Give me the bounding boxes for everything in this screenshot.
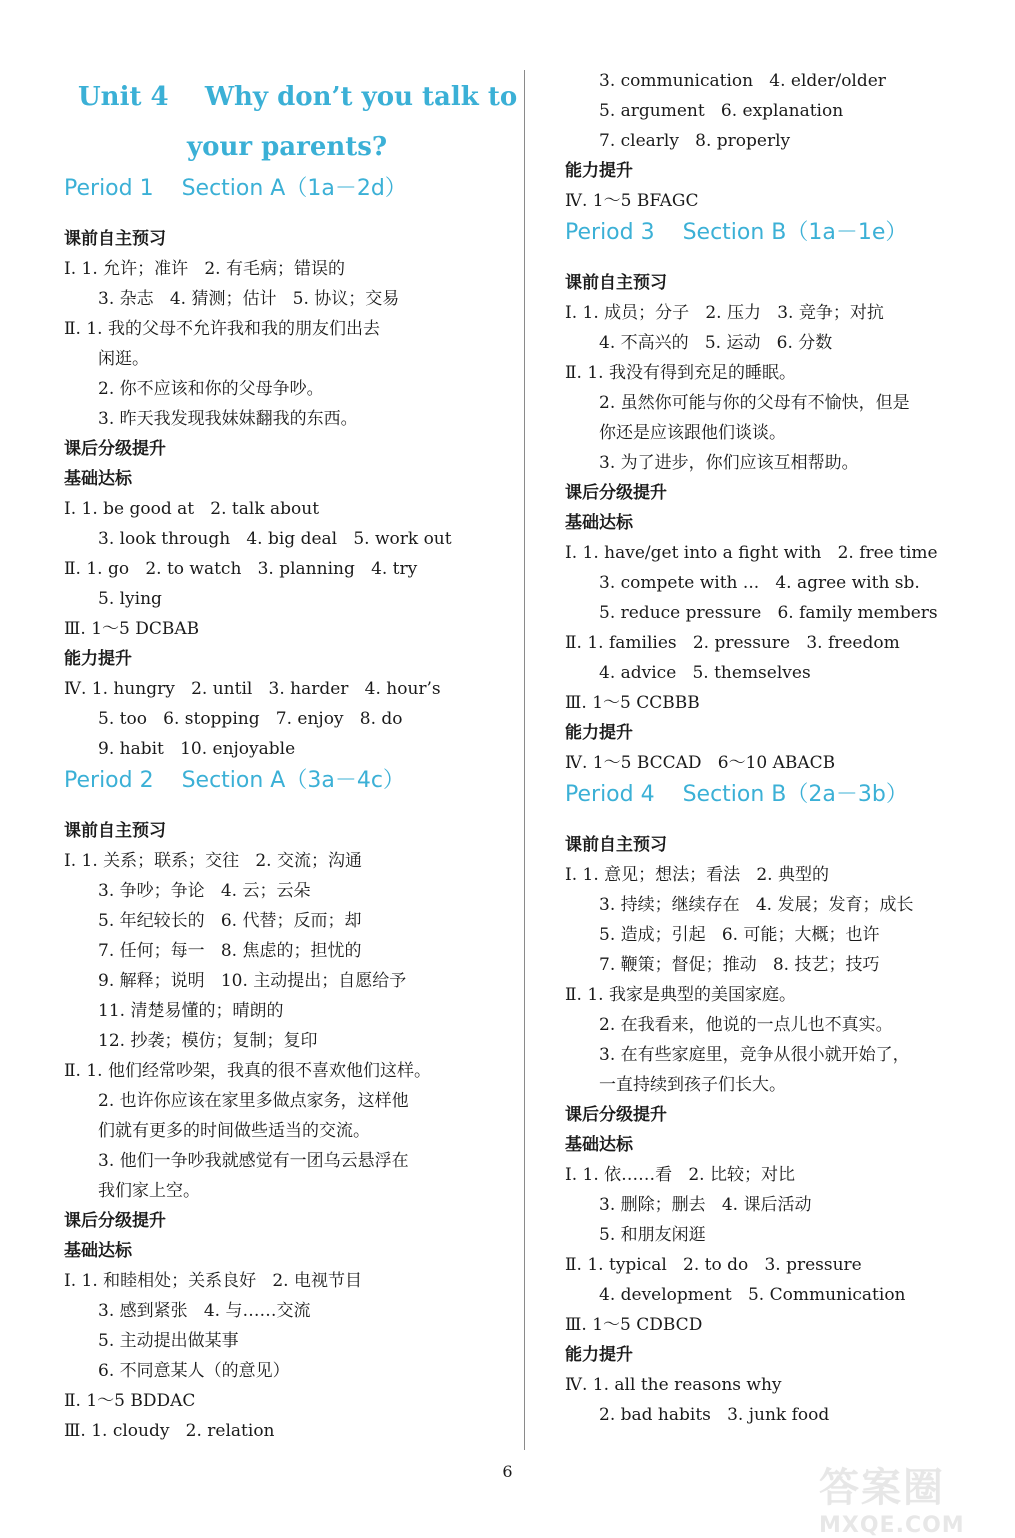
section-heading: 课前自主预习 (565, 273, 667, 293)
answer-line: Ⅲ. 1～5 CCBBB (565, 693, 700, 713)
answer-line: 2. 在我看来，他说的一点儿也不真实。 (599, 1015, 893, 1035)
answer-line: 你还是应该跟他们谈谈。 (599, 423, 786, 443)
answer-line: Ⅳ. 1. all the reasons why (565, 1375, 782, 1395)
section-heading: 课后分级提升 (565, 483, 667, 503)
answer-line: Ⅰ. 1. 允许；准许 2. 有毛病；错误的 (64, 259, 345, 279)
answer-line: 7. 鞭策；督促；推动 8. 技艺；技巧 (599, 955, 880, 975)
section-heading: 课后分级提升 (64, 1211, 166, 1231)
answer-line: Ⅲ. 1. cloudy 2. relation (64, 1421, 275, 1441)
answer-line: 5. 年纪较长的 6. 代替；反而；却 (98, 911, 362, 931)
section-heading: 基础达标 (64, 469, 132, 489)
period-heading (64, 764, 504, 816)
answer-line: 5. lying (98, 589, 162, 609)
answer-line: 3. 在有些家庭里，竞争从很小就开始了， (599, 1045, 910, 1065)
answer-line: 3. 昨天我发现我妹妹翻我的东西。 (98, 409, 358, 429)
answer-line: 5. 和朋友闲逛 (599, 1225, 706, 1245)
section-heading: 课前自主预习 (64, 229, 166, 249)
answer-line: Ⅱ. 1. typical 2. to do 3. pressure (565, 1255, 862, 1275)
answer-line: 5. too 6. stopping 7. enjoy 8. do (98, 709, 403, 729)
left-column-lines (64, 172, 504, 1446)
answer-line: 3. look through 4. big deal 5. work out (98, 529, 452, 549)
section-heading: 课后分级提升 (64, 439, 166, 459)
answer-line: Ⅳ. 1～5 BFAGC (565, 191, 699, 211)
section-heading: 基础达标 (565, 1135, 633, 1155)
answer-line: 3. 持续；继续存在 4. 发展；发育；成长 (599, 895, 914, 915)
answer-line: 5. 造成；引起 6. 可能；大概；也许 (599, 925, 880, 945)
answer-line: 2. 虽然你可能与你的父母有不愉快，但是 (599, 393, 910, 413)
answer-line: 3. 感到紧张 4. 与……交流 (98, 1301, 311, 1321)
answer-line: 9. habit 10. enjoyable (98, 739, 296, 759)
section-heading: 能力提升 (565, 1345, 633, 1365)
answer-line: 3. 争吵；争论 4. 云；云朵 (98, 881, 311, 901)
answer-line: Ⅱ. 1. go 2. to watch 3. planning 4. try (64, 559, 418, 579)
period-title: Period 1 Section A（1a－2d） (64, 176, 407, 201)
answer-line: 3. compete with ... 4. agree with sb. (599, 573, 920, 593)
answer-line: Ⅱ. 1～5 BDDAC (64, 1391, 196, 1411)
answer-line: 3. 杂志 4. 猜测；估计 5. 协议；交易 (98, 289, 400, 309)
answer-line: Ⅱ. 1. 我没有得到充足的睡眠。 (565, 363, 796, 383)
unit-title (64, 72, 518, 172)
answer-line: 11. 清楚易懂的；晴朗的 (98, 1001, 284, 1021)
answer-line: Ⅰ. 1. 和睦相处；关系良好 2. 电视节目 (64, 1271, 362, 1291)
section-heading: 课前自主预习 (64, 821, 166, 841)
answer-line: Ⅰ. 1. be good at 2. talk about (64, 499, 320, 519)
answer-line: 我们家上空。 (98, 1181, 200, 1201)
section-heading: 基础达标 (565, 513, 633, 533)
answer-line: 5. reduce pressure 6. family members (599, 603, 938, 623)
answer-line: Ⅱ. 1. 我的父母不允许我和我的朋友们出去 (64, 319, 380, 339)
answer-line: 3. 为了进步，你们应该互相帮助。 (599, 453, 859, 473)
period-heading (64, 172, 504, 224)
answer-line: 们就有更多的时间做些适当的交流。 (98, 1121, 370, 1141)
answer-line: Ⅰ. 1. 依……看 2. 比较；对比 (565, 1165, 795, 1185)
answer-line: 4. development 5. Communication (599, 1285, 906, 1305)
page-number: 6 (502, 1462, 513, 1481)
section-heading: 基础达标 (64, 1241, 132, 1261)
answer-line: 4. advice 5. themselves (599, 663, 811, 683)
answer-line: Ⅰ. 1. 意见；想法；看法 2. 典型的 (565, 865, 829, 885)
answer-line: Ⅰ. 1. have/get into a fight with 2. free time (565, 543, 938, 563)
section-heading: 能力提升 (64, 649, 132, 669)
answer-line: Ⅰ. 1. 成员；分子 2. 压力 3. 竞争；对抗 (565, 303, 884, 323)
answer-line: Ⅳ. 1. hungry 2. until 3. harder 4. hour’s (64, 679, 441, 699)
answer-line: 9. 解释；说明 10. 主动提出；自愿给予 (98, 971, 407, 991)
period-title: Period 4 Section B（2a－3b） (565, 782, 908, 807)
answer-line: 3. 他们一争吵我就感觉有一团乌云悬浮在 (98, 1151, 409, 1171)
answer-line: 2. bad habits 3. junk food (599, 1405, 830, 1425)
section-heading: 课后分级提升 (565, 1105, 667, 1125)
answer-line: Ⅲ. 1～5 CDBCD (565, 1315, 703, 1335)
watermark-url: MXQE.COM (819, 1513, 965, 1538)
answer-line: 7. 任何；每一 8. 焦虑的；担忧的 (98, 941, 362, 961)
answer-line: 2. 也许你应该在家里多做点家务，这样他 (98, 1091, 409, 1111)
watermark-logo (819, 1456, 999, 1538)
left-column (64, 66, 518, 1446)
section-heading: 课前自主预习 (565, 835, 667, 855)
answer-line: 6. 不同意某人（的意见） (98, 1361, 290, 1381)
answer-line: 3. 删除；删去 4. 课后活动 (599, 1195, 812, 1215)
answer-line: 4. 不高兴的 5. 运动 6. 分数 (599, 333, 833, 353)
section-heading: 能力提升 (565, 723, 633, 743)
answer-line: Ⅱ. 1. 我家是典型的美国家庭。 (565, 985, 796, 1005)
answer-line: Ⅰ. 1. 关系；联系；交往 2. 交流；沟通 (64, 851, 362, 871)
period-title: Period 2 Section A（3a－4c） (64, 768, 405, 793)
answer-line: Ⅱ. 1. 他们经常吵架，我真的很不喜欢他们这样。 (64, 1061, 431, 1081)
answer-line: Ⅱ. 1. families 2. pressure 3. freedom (565, 633, 900, 653)
answer-line: Ⅲ. 1～5 DCBAB (64, 619, 200, 639)
period-heading (565, 216, 995, 268)
right-column (565, 66, 995, 1430)
section-heading: 能力提升 (565, 161, 633, 181)
unit-title-line-1: Unit 4 Why don’t you talk to (78, 82, 518, 112)
answer-line: 5. 主动提出做某事 (98, 1331, 239, 1351)
answer-line: Ⅳ. 1～5 BCCAD 6～10 ABACB (565, 753, 836, 773)
column-divider (524, 70, 525, 1450)
answer-line: 5. argument 6. explanation (599, 101, 844, 121)
answer-line: 一直持续到孩子们长大。 (599, 1075, 786, 1095)
period-title: Period 3 Section B（1a－1e） (565, 220, 908, 245)
answer-line: 闲逛。 (98, 349, 149, 369)
answer-line: 2. 你不应该和你的父母争吵。 (98, 379, 324, 399)
answer-line: 7. clearly 8. properly (599, 131, 791, 151)
watermark-mark: 答案圈 (819, 1465, 945, 1511)
period-heading (565, 778, 995, 830)
right-column-lines (565, 66, 995, 1430)
answer-line: 12. 抄袭；模仿；复制；复印 (98, 1031, 318, 1051)
answer-line: 3. communication 4. elder/older (599, 71, 886, 91)
unit-title-line-2: your parents? (187, 132, 388, 162)
